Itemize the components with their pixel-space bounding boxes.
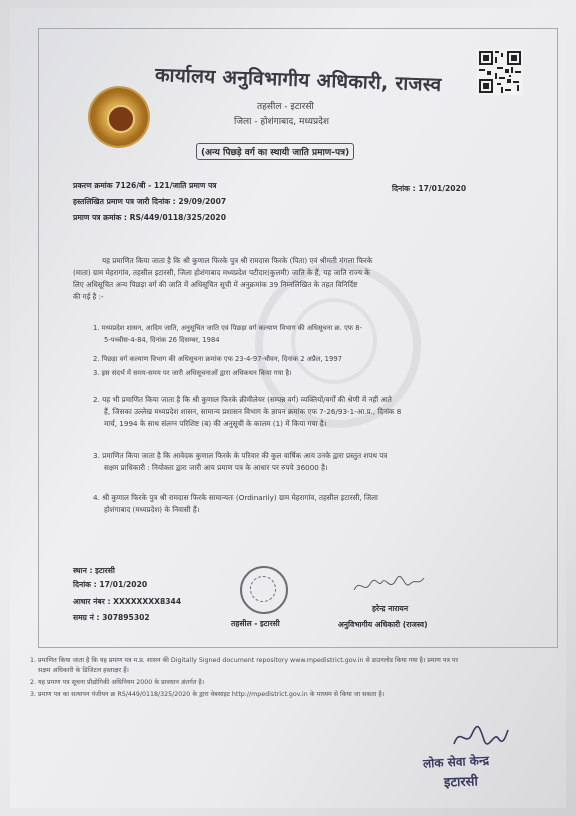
intro-line: (माता) ग्राम मेहरागांव, तहसील इटारसी, जिला होशंगाबाद मध्यप्रदेश पटीदार(कुलमी) जाति के हैं, यह जाति राज्य के — [73, 268, 370, 277]
mp-government-emblem — [90, 88, 148, 146]
tehsil-line: तहसील - इटारसी — [257, 102, 314, 112]
stamp-place: इटारसी — [443, 774, 479, 791]
officer-designation: अनुविभागीय अधिकारी (राजस्व) — [338, 620, 428, 629]
footnote: 2. यह प्रमाण पत्र सूचना प्रौद्योगिकी अधिनियम 2000 के प्रावधान अंतर्गत है। — [30, 679, 205, 686]
office-title: कार्यालय अनुविभागीय अधिकारी, राजस्व — [154, 64, 442, 96]
kendra-signature — [450, 722, 510, 752]
notification-item: 3. इस संदर्भ में समय-समय पर जारी अधिसूचनाओं द्वारा अधिकथन किया गया है। — [93, 369, 292, 377]
tehsil-seal-label: तहसील - इटारसी — [231, 619, 280, 628]
residence-line: 4. श्री कुणाल फिरके पुत्र श्री रामदास फिरके सामान्यतः (Ordinarily) ग्राम मेहरागांव, तहसील इटारसी, जिला — [93, 493, 378, 502]
intro-line: लिए अधिसूचित अन्य पिछड़ा वर्ग की जाति में अधिसूचित सूची में अनुक्रमांक 39 निम्नलिखित के तहत विनिर्दिष्ट — [73, 280, 358, 289]
notification-item: 5-पच्चीस-4-84, दिनांक 26 दिसम्बर, 1984 — [104, 336, 220, 344]
notification-item: 1. मध्यप्रदेश शासन, आदिम जाति, अनुसूचित जाति एवं पिछड़ा वर्ग कल्याण विभाग की अधिसूचना क्र. एफ 8- — [93, 324, 363, 332]
income-line: सक्षम प्राधिकारी : नियोक्ता द्वारा जारी आय प्रमाण पत्र के आधार पर रुपये 36000 है। — [104, 463, 328, 472]
tehsil-seal — [240, 566, 288, 614]
intro-line: की गई है :- — [73, 292, 104, 301]
residence-line: होशंगाबाद (मध्यप्रदेश) के निवासी हैं। — [104, 505, 200, 514]
certificate-number: प्रमाण पत्र क्रमांक : RS/449/0118/325/2020 — [73, 213, 226, 222]
footnote: सक्षम अधिकारी के डिजिटल हस्ताक्षर हैं। — [38, 667, 129, 674]
case-number: प्रकरण क्रमांक 7126/बी - 121/जाति प्रमाण पत्र — [73, 181, 217, 190]
aadhaar-number: आधार नंबर : XXXXXXXX8344 — [73, 597, 182, 606]
place: स्थान : इटारसी — [73, 566, 115, 575]
handwritten-issue-date: हस्तलिखित प्रमाण पत्र जारी दिनांक : 29/09/2007 — [73, 197, 227, 206]
document-type: (अन्य पिछड़े वर्ग का स्थायी जाति प्रमाण-पत्र) — [196, 143, 354, 160]
qr-code — [477, 49, 523, 95]
officer-signature — [352, 572, 432, 598]
officer-name: हरेन्द्र नारायन — [372, 604, 409, 613]
income-line: 3. प्रमाणित किया जाता है कि आवेदक कुणाल फिरके के परिवार की कुल वार्षिक आय उनके द्वारा प्रस्तुत शपथ पत्र — [93, 451, 388, 460]
notification-item: 2. पिछड़ा वर्ग कल्याण विभाग की अधिसूचना क्रमांक एफ 23-4-97-चौवन, दिनांक 2 अप्रैल, 1997 — [93, 355, 342, 363]
footnote: 3. प्रमाण पत्र का सत्यापन पंजीयन क्र RS/449/0118/325/2020 के द्वारा वेबसाइट http://mpedistrict.gov.in के माध्यम से किया जा सकता है। — [30, 691, 385, 698]
creamy-layer-line: 2. यह भी प्रमाणित किया जाता है कि श्री कुणाल फिरके क्रीमीलेयर (सम्पन्न वर्ग) व्यक्तियों/वर्गों की श्रेणी में नहीं आते — [93, 395, 392, 404]
lok-seva-kendra-stamp: लोक सेवा केन्द्र — [422, 753, 490, 771]
certificate-date: दिनांक : 17/01/2020 — [392, 184, 467, 193]
district-line: जिला - होशंगाबाद, मध्यप्रदेश — [234, 117, 330, 127]
bottom-date: दिनांक : 17/01/2020 — [73, 580, 148, 589]
footnote: 1. प्रमाणित किया जाता है कि यह प्रमाण पत्र म.प्र. शासन की Digitally Signed document repository www.mpedistrict.gov.in से डाउनलोड किया गया है। प्रमाण पत्र पर — [30, 657, 459, 664]
samagra-number: समग्र नं : 307895302 — [73, 613, 150, 622]
intro-line: यह प्रमाणित किया जाता है कि श्री कुणाल फिरके पुत्र श्री रामदास फिरके (पिता) एवं श्रीमती मंगला फिरके — [102, 256, 373, 265]
creamy-layer-line: मार्च, 1994 के साथ संलग्न परिशिष्ट (ब) की अनुसूची के कालम (1) में किया गया है। — [104, 419, 327, 428]
creamy-layer-line: हैं, जिसका उल्लेख मध्यप्रदेश शासन, सामान्य प्रशासन विभाग के ज्ञापन क्रमांक एफ 7-26/93-1-आ.प्र., दिनांक 8 — [104, 407, 402, 416]
